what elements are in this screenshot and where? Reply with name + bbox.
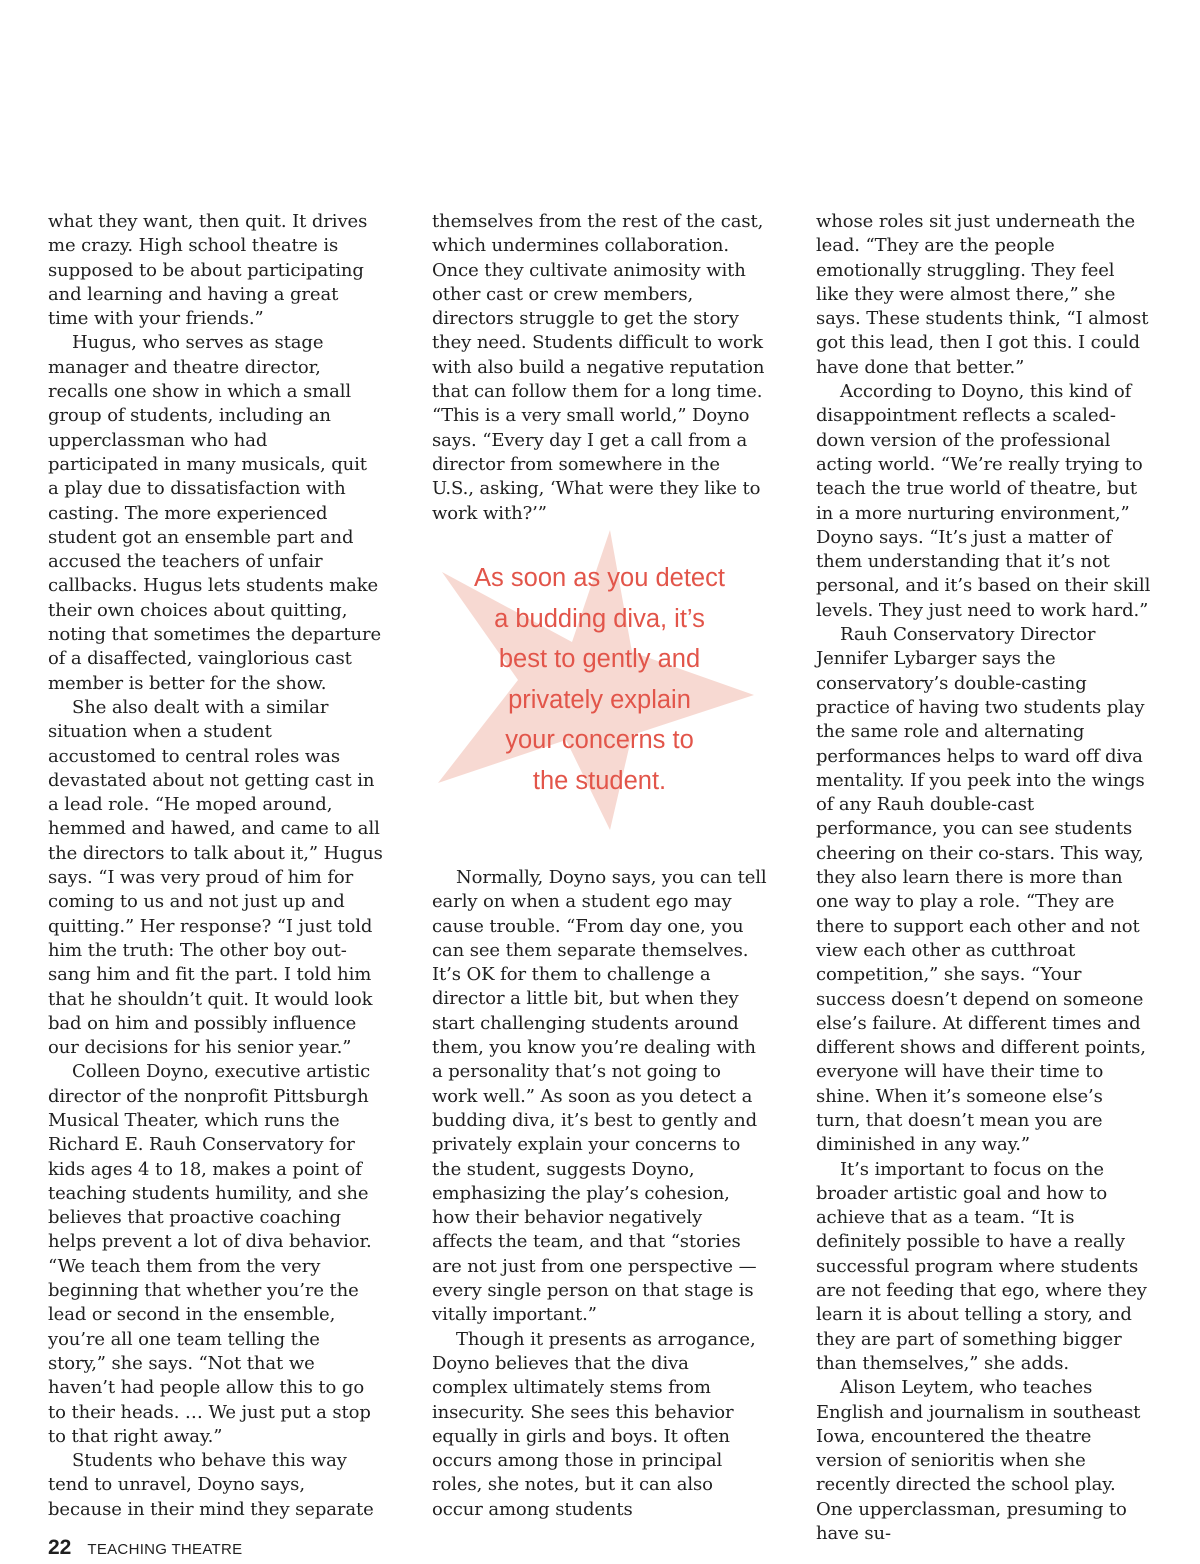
paragraph: Colleen Doyno, executive artistic director of the nonprofit Pittsburgh Musical Theater, which runs the Richard E. Rauh Conservatory for kids ages 4 to 18, makes a point of teaching students humility, and she believes that proactive coaching helps prevent a lot of diva behavior. “We teach them from the very beginning that whether you’re the lead or second in the ensemble, you’re all one team telling the story,” she says. “Not that we haven’t had people allow this to go to their heads. … We just put a stop to that right away.”	[48, 1061, 372, 1447]
pull-quote-text	[432, 558, 767, 801]
paragraph: She also dealt with a similar situation when a student accustomed to central roles was devastated about not getting cast in a lead role. “He moped around, hemmed and hawed, and came to all the directors to talk about it,” Hugus says. “I was very proud of him for coming to us and not just up and quitting.” Her response? “I just told him the truth: The other boy out-sang him and fit the part. I told him that he shouldn’t quit. It would look bad on him and possibly influence our decisions for his senior year.”	[48, 696, 383, 1059]
page-number: 22	[48, 1536, 72, 1559]
pull-quote-line: the student.	[532, 766, 667, 795]
pull-quote-line: a budding diva, it’s	[494, 604, 705, 633]
paragraph: Students who behave this way tend to unravel, Doyno says, because in their mind they separate	[48, 1450, 374, 1520]
paragraph: Alison Leytem, who teaches English and journalism in southeast Iowa, encountered the theatre version of senioritis when she recently directed the school play. One upperclassman, presuming to have su-	[816, 1377, 1141, 1545]
paragraph: It’s important to focus on the broader artistic goal and how to achieve that as a team. “It is definitely possible to have a really successful program where students are not feeding that ego, where they learn it is about telling a story, and they are part of something bigger than themselves,” she adds.	[816, 1158, 1147, 1374]
article-column-2-top	[432, 210, 767, 526]
article-column-1	[48, 210, 383, 1522]
article-column-3	[816, 210, 1151, 1546]
paragraph: Hugus, who serves as stage manager and theatre director, recalls one show in which a small group of students, including an upperclassman who had participated in many musicals, quit a play due to dissatisfaction with casting. The more experienced student got an ensemble part and accused the teachers of unfair callbacks. Hugus lets students make their own choices about quitting, noting that sometimes the departure of a disaffected, vainglorious cast member is better for the show.	[48, 332, 382, 694]
paragraph: what they want, then quit. It drives me crazy. High school theatre is supposed to be about participating and learning and having a great time with your friends.”	[48, 211, 368, 330]
page-footer	[48, 1536, 242, 1562]
pull-quote-line: your concerns to	[505, 726, 694, 754]
paragraph: Normally, Doyno says, you can tell early on when a student ego may cause trouble. “From day one, you can see them separate themselves. It’s OK for them to challenge a director a little bit, but when they start challenging students around them, you know you’re dealing with a personality that’s not going to work well.” As soon as you detect a budding diva, it’s best to gently and privately explain your concerns to the student, suggests Doyno, emphasizing the play’s cohesion, how their behavior negatively affects the team, and that “stories are not just from one perspective — every single person on that stage is vitally important.”	[432, 867, 767, 1326]
paragraph: According to Doyno, this kind of disappointment reflects a scaled-down version of the professional acting world. “We’re really trying to teach the true world of theatre, but in a more nurturing environment,” Doyno says. “It’s just a matter of them understanding that it’s not personal, and it’s based on their skill levels. They just need to work hard.”	[816, 381, 1151, 621]
paragraph: Rauh Conservatory Director Jennifer Lybarger says the conservatory’s double-casting practice of having two students play the same role and alternating performances helps to ward off diva mentality. If you peek into the wings of any Rauh double-cast performance, you can see students cheering on their co-stars. This way, they also learn there is more than one way to play a role. “They are there to support each other and not view each other as cutthroat competition,” she says. “Your success doesn’t depend on someone else’s failure. At different times and different shows and different points, everyone will have their time to shine. When it’s someone else’s turn, that doesn’t mean you are diminished in any way.”	[816, 624, 1146, 1156]
pull-quote-line: As soon as you detect	[474, 564, 725, 592]
paragraph: whose roles sit just underneath the lead. “They are the people emotionally struggling. They feel like they were almost there,” she says. These students think, “I almost got this lead, then I got this. I could have done that better.”	[816, 211, 1149, 378]
pull-quote	[432, 530, 767, 830]
paragraph: Though it presents as arrogance, Doyno believes that the diva complex ultimately stems from insecurity. She sees this behavior equally in girls and boys. It often occurs among those in principal roles, she notes, but it can also occur among students	[432, 1328, 756, 1520]
pull-quote-line: privately explain	[508, 685, 691, 714]
article-column-2-bottom	[432, 866, 767, 1522]
pull-quote-line: best to gently and	[498, 645, 701, 673]
paragraph: themselves from the rest of the cast, which undermines collaboration. Once they cultivate animosity with other cast or crew members, directors struggle to get the story they need. Students difficult to work with also build a negative reputation that can follow them for a long time. “This is a very small world,” Doyno says. “Every day I get a call from a director from somewhere in the U.S., asking, ‘What were they like to work with?’”	[432, 211, 765, 524]
magazine-name: TEACHING THEATRE	[87, 1541, 243, 1558]
